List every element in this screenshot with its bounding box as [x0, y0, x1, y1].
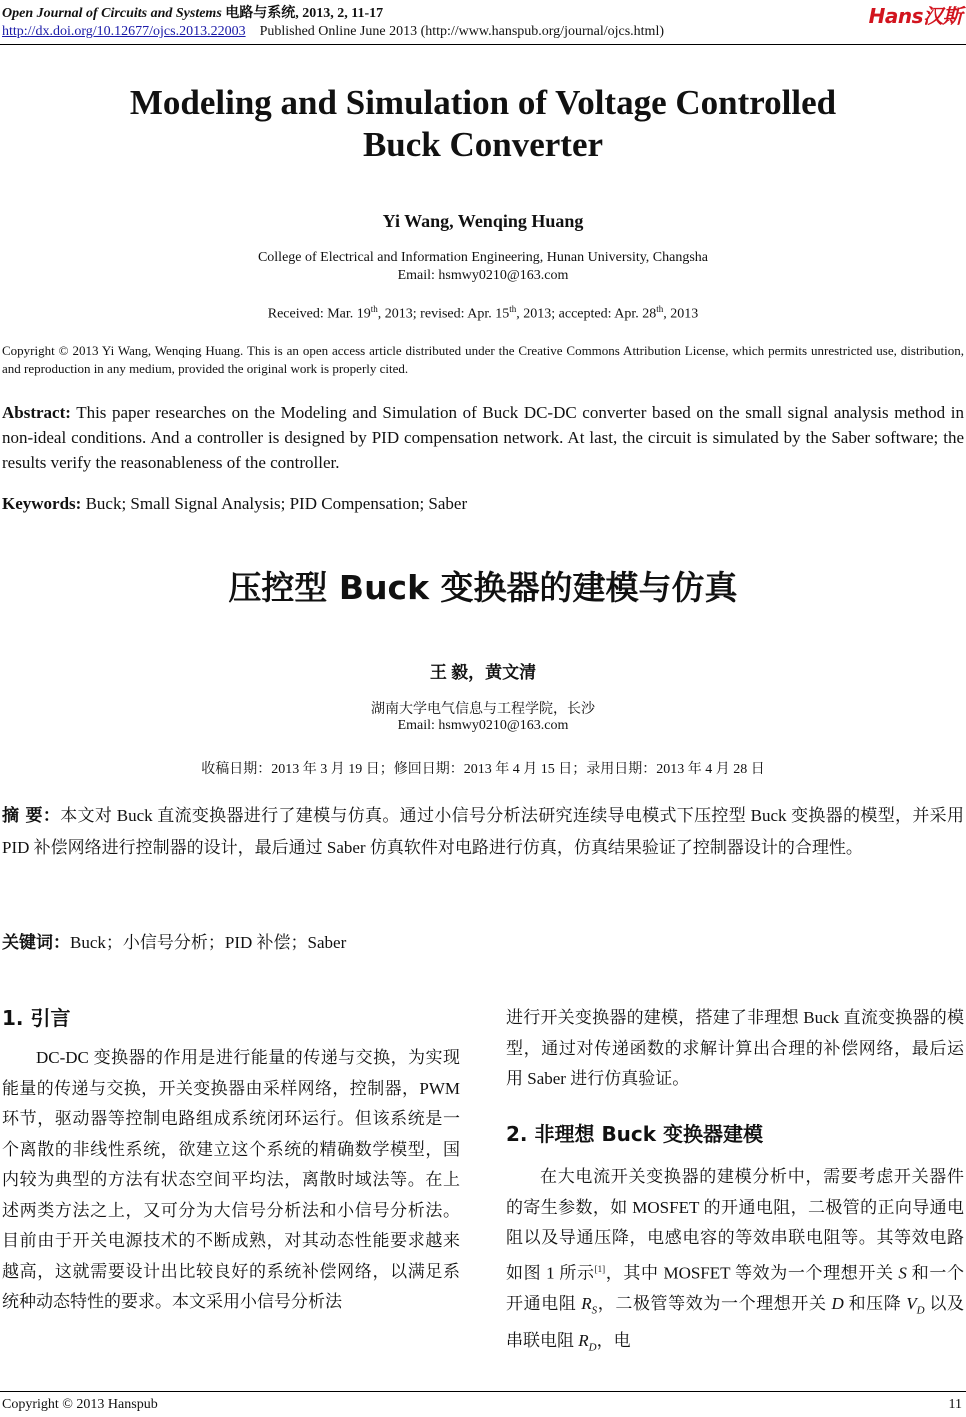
keywords: [2, 494, 964, 514]
cn-keywords-text: Buck；小信号分析；PID 补偿；Saber: [70, 933, 347, 952]
cn-keywords: [2, 928, 964, 953]
cn-abstract: [2, 800, 964, 863]
paper-title: [0, 82, 966, 166]
affiliation: College of Electrical and Information Engineering, Hunan University, Changsha: [257, 250, 709, 265]
right-continued-paragraph: 进行开关变换器的建模，搭建了非理想 Buck 直流变换器的模型，通过对传递函数的求解计算出合理的补偿网络，最后运用 Saber 进行仿真验证。: [506, 1008, 964, 1088]
header-divider: [0, 44, 966, 45]
cn-authors: 王 毅，黄文清: [429, 663, 537, 682]
abstract-label: Abstract:: [2, 403, 71, 422]
published-online: Published Online June 2013 (http://www.hanspub.org/journal/ojcs.html): [259, 24, 664, 39]
keywords-text: Buck; Small Signal Analysis; PID Compensation; Saber: [81, 494, 468, 513]
cn-affiliation: 湖南大学电气信息与工程学院，长沙: [371, 702, 595, 717]
journal-title: Open Journal of Circuits and Systems: [2, 6, 222, 21]
email: Email: hsmwy0210@163.com: [397, 268, 569, 283]
cn-title: 压控型 Buck 变换器的建模与仿真: [228, 568, 738, 607]
cn-email: Email: hsmwy0210@163.com: [397, 718, 569, 733]
doi-link[interactable]: http://dx.doi.org/10.12677/ojcs.2013.22003: [2, 24, 246, 39]
page-number: 11: [948, 1397, 962, 1412]
received-dates: Received: Mar. 19th, 2013; revised: Apr. 15th, 2013; accepted: Apr. 28th, 2013: [267, 304, 699, 322]
footer-divider: [0, 1391, 966, 1392]
authors: Yi Wang, Wenqing Huang: [382, 211, 584, 231]
cn-abstract-label: 摘 要：: [2, 806, 61, 826]
hans-logo: Hans汉斯: [868, 4, 962, 28]
section-1-heading: 1. 引言: [2, 1006, 71, 1030]
title-line-2: Buck Converter: [362, 125, 604, 164]
abstract-text: This paper researches on the Modeling and Simulation of Buck DC-DC converter based on the small signal analysis method in non-ideal conditions. And a controller is designed by PID compensation network. At last, the circuit is simulated by the Saber software; the results verify the reasonableness of the controller.: [2, 403, 964, 472]
journal-name: [2, 2, 383, 22]
title-line-1: Modeling and Simulation of Voltage Controlled: [129, 83, 837, 122]
doi-line: [2, 24, 664, 40]
cn-keywords-label: 关键词：: [2, 933, 70, 953]
keywords-label: Keywords:: [2, 494, 82, 513]
footer-copyright: Copyright © 2013 Hanspub: [2, 1397, 158, 1412]
section-1-paragraph: DC-DC 变换器的作用是进行能量的传递与交换，为实现能量的传递与交换，开关变换器由采样网络，控制器，PWM 环节，驱动器等控制电路组成系统闭环运行。但该系统是一个离散的非线性系统，欲建立这个系统的精确数学模型，国内较为典型的方法有状态空间平均法，离散时域法等。在上述两类方法之上，又可分为大信号分析法和小信号分析法。目前由于开关电源技术的不断成熟，对其动态性能要求越来越高，这就需要设计出比较良好的系统补偿网络，以满足系统种动态特性的要求。本文采用小信号分析法: [2, 1048, 460, 1311]
journal-cn-info: 电路与系统, 2013, 2, 11-17: [225, 6, 384, 21]
section-2-heading: 2. 非理想 Buck 变换器建模: [506, 1122, 764, 1146]
citation-ref: [1]: [594, 1263, 606, 1274]
cn-abstract-text: 本文对 Buck 直流变换器进行了建模与仿真。通过小信号分析法研究连续导电模式下压控型 Buck 变换器的模型，并采用 PID 补偿网络进行控制器的设计，最后通过 Saber 仿真软件对电路进行仿真，仿真结果验证了控制器设计的合理性。: [2, 806, 964, 857]
abstract: [2, 400, 964, 475]
section-2-paragraph: 在大电流开关变换器的建模分析中，需要考虑开关器件的寄生参数，如 MOSFET 的开通电阻，二极管的正向导通电阻以及导通压降，电感电容的等效串联电阻等。其等效电路如图 1 所示[1]，其中 MOSFET 等效为一个理想开关 S 和一个开通电阻 $R_S$，二极管等效为一个理想开关 D 和压降 $V_D$ 以及串联电阻 $R_D$，电: [506, 1167, 965, 1353]
cn-dates: 收稿日期：2013 年 3 月 19 日；修回日期：2013 年 4 月 15 日；录用日期：2013 年 4 月 28 日: [201, 762, 765, 777]
copyright-notice: Copyright © 2013 Yi Wang, Wenqing Huang. This is an open access article distributed under the Creative Commons Attribution License, which permits unrestricted use, distribution, and reproduction in any medium, provided the original work is properly cited.: [2, 343, 964, 376]
